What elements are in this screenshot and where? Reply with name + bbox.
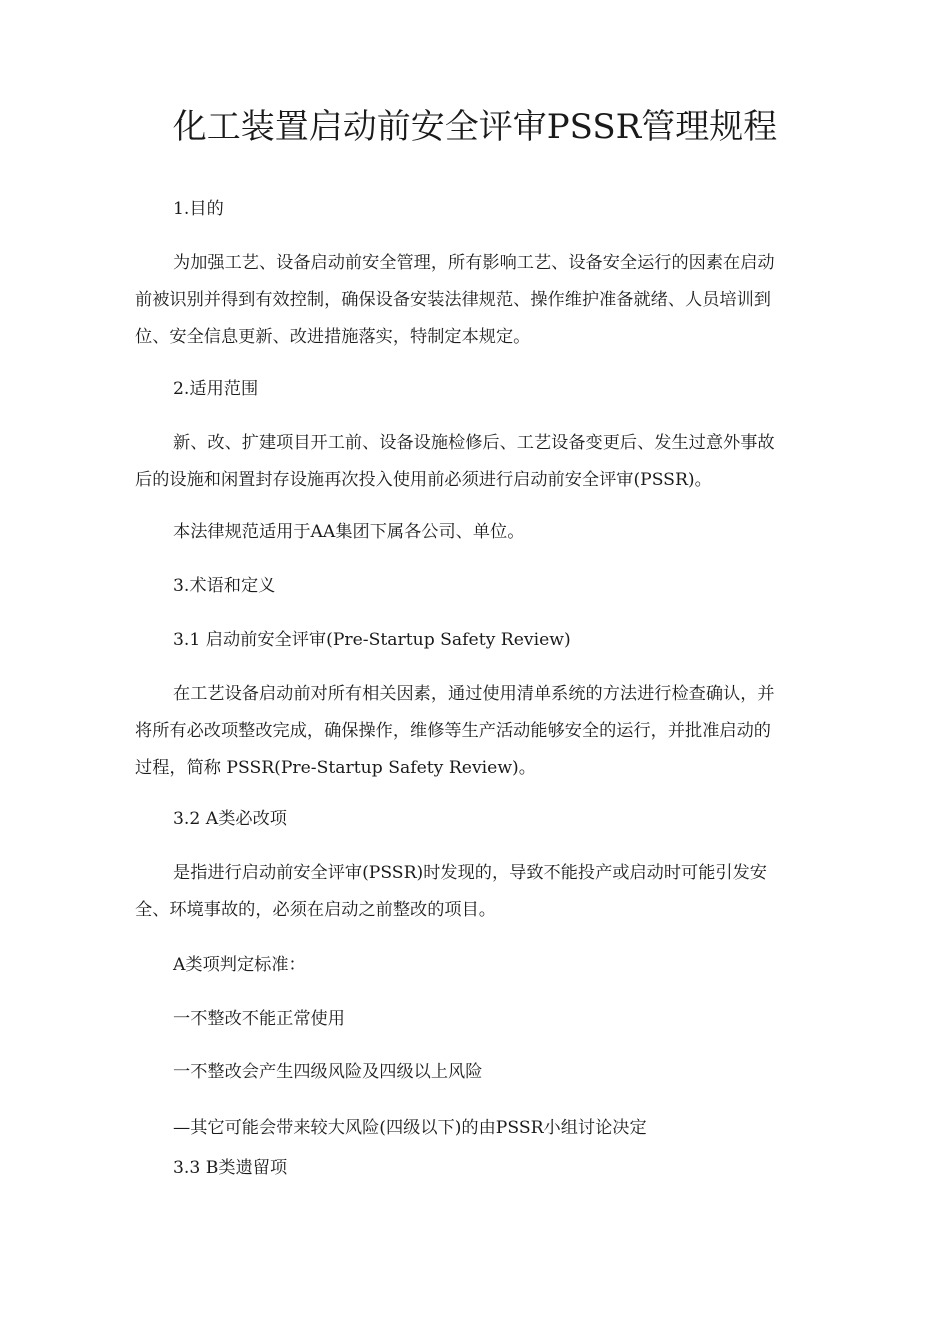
section-2-paragraph-1-line-2: 后的设施和闲置封存设施再次投入使用前必须进行启动前安全评审(PSSR)。	[135, 470, 712, 490]
section-3-2-paragraph-line-1: 是指进行启动前安全评审(PSSR)时发现的，导致不能投产或启动时可能引发安	[173, 863, 767, 883]
document-title: 化工装置启动前安全评审PSSR管理规程	[172, 107, 778, 147]
criteria-item-3: —其它可能会带来较大风险(四级以下)的由PSSR小组讨论决定	[173, 1118, 647, 1138]
section-2-heading: 2.适用范围	[173, 379, 259, 399]
section-3-1-paragraph-line-3: 过程，简称 PSSR(Pre-Startup Safety Review)。	[135, 758, 536, 778]
section-3-2-heading: 3.2 A类必改项	[173, 809, 287, 829]
section-3-2-paragraph	[135, 855, 819, 929]
section-3-heading: 3.术语和定义	[173, 576, 276, 596]
section-1-paragraph-line-3: 位、安全信息更新、改进措施落实，特制定本规定。	[135, 327, 531, 347]
section-3-1-paragraph-line-1: 在工艺设备启动前对所有相关因素，通过使用清单系统的方法进行检查确认，并	[173, 684, 775, 704]
section-3-3-heading: 3.3 B类遗留项	[173, 1158, 288, 1178]
criteria-item-1: 一不整改不能正常使用	[173, 1009, 345, 1029]
criteria-item-2: 一不整改会产生四级风险及四级以上风险	[173, 1062, 483, 1082]
section-1-heading: 1.目的	[173, 199, 224, 219]
section-3-2-criteria-label: A类项判定标准：	[173, 955, 306, 975]
section-3-2-paragraph-line-2: 全、环境事故的，必须在启动之前整改的项目。	[135, 900, 496, 920]
section-3-1-heading: 3.1 启动前安全评审(Pre-Startup Safety Review)	[173, 630, 571, 650]
section-2-paragraph-1	[135, 425, 819, 499]
section-1-paragraph-line-1: 为加强工艺、设备启动前安全管理，所有影响工艺、设备安全运行的因素在启动	[173, 253, 775, 273]
section-2-paragraph-1-line-1: 新、改、扩建项目开工前、设备设施检修后、工艺设备变更后、发生过意外事故	[173, 433, 775, 453]
section-3-1-paragraph-line-2: 将所有必改项整改完成，确保操作，维修等生产活动能够安全的运行，并批准启动的	[135, 721, 771, 741]
section-1-paragraph	[135, 245, 819, 356]
section-1-paragraph-line-2: 前被识别并得到有效控制，确保设备安装法律规范、操作维护准备就绪、人员培训到	[135, 290, 771, 310]
section-2-paragraph-2: 本法律规范适用于AA集团下属各公司、单位。	[173, 522, 525, 542]
section-3-1-paragraph	[135, 676, 819, 787]
